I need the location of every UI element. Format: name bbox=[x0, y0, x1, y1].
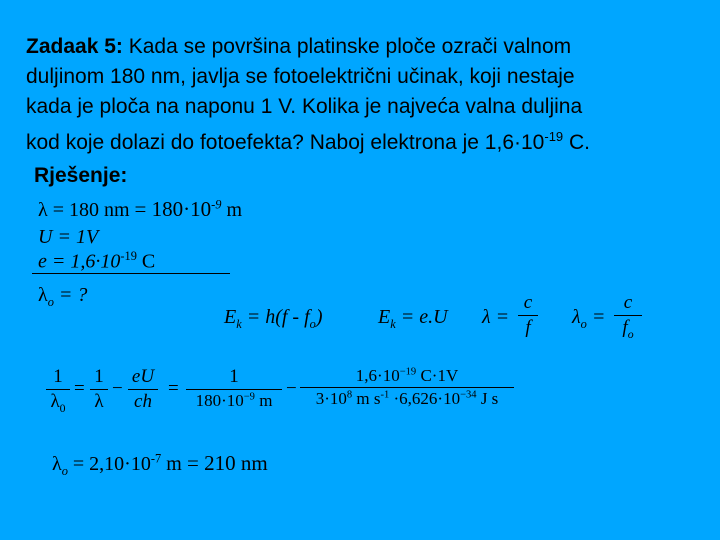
unknown-lambda0: $\lambda_o$ = ? bbox=[38, 284, 88, 309]
formula-ek-photoeffect: $E_k = h(f - f_o)$ bbox=[224, 306, 323, 331]
given-charge: $e = 1,6\cdot 10^{-19}$ C bbox=[38, 249, 156, 273]
eq-frac-numeric-2: $1,6\cdot 10^{-19}$ C·1V $3\cdot 10^8$ m $s^{-1} \cdot 6,626\cdot 10^{-34}$ J s bbox=[300, 366, 514, 409]
eq-frac-1-over-lambda0: 1 $\lambda_0$ bbox=[46, 366, 70, 416]
eq-equals-2: = bbox=[168, 378, 179, 399]
formula-ek-voltage: $E_k = e.U$ bbox=[378, 306, 448, 331]
task-line-3: kada je ploča na naponu 1 V. Kolika je najveća valna duljina bbox=[26, 95, 583, 118]
eq-frac-eU-over-ch: eU ch bbox=[128, 366, 158, 413]
solution-heading: Rješenje: bbox=[34, 164, 128, 187]
given-voltage: U = 1V bbox=[38, 226, 99, 248]
formula-lambda0-fraction: c $f_o$ bbox=[614, 292, 642, 342]
task-label: Zadaak 5: bbox=[26, 35, 123, 58]
task-line-4: kod koje dolazi do fotoefekta? Naboj elektrona je $1,6\cdot 10^{-19}$ C. bbox=[26, 129, 591, 154]
formula-lambda-lhs: λ = bbox=[482, 306, 510, 328]
eq-frac-numeric-1: 1 $180\cdot 10^{-9}$ m bbox=[186, 366, 282, 411]
eq-frac-1-over-lambda: 1 λ bbox=[90, 366, 108, 413]
given-lambda: λ = 180 nm = $180\cdot 10^{-9}$ m bbox=[38, 197, 243, 221]
eq-equals-1: = bbox=[74, 378, 85, 399]
result-lambda0: $\lambda_o = 2,10\cdot 10^{-7}$ m = 210 nm bbox=[52, 451, 268, 478]
task-line-2: duljinom 180 nm, javlja se fotoelektrični učinak, koji nestaje bbox=[26, 65, 575, 88]
formula-lambda0-lhs: $\lambda_o$ = bbox=[572, 306, 606, 331]
task-line-1: Zadaak 5: Kada se površina platinske ploče ozrači valnom bbox=[26, 35, 572, 58]
eq-minus-2: − bbox=[286, 378, 297, 399]
task-statement bbox=[26, 32, 706, 158]
formula-lambda-fraction: c f bbox=[518, 292, 538, 339]
given-divider bbox=[32, 273, 230, 274]
eq-minus-1: − bbox=[112, 378, 123, 399]
